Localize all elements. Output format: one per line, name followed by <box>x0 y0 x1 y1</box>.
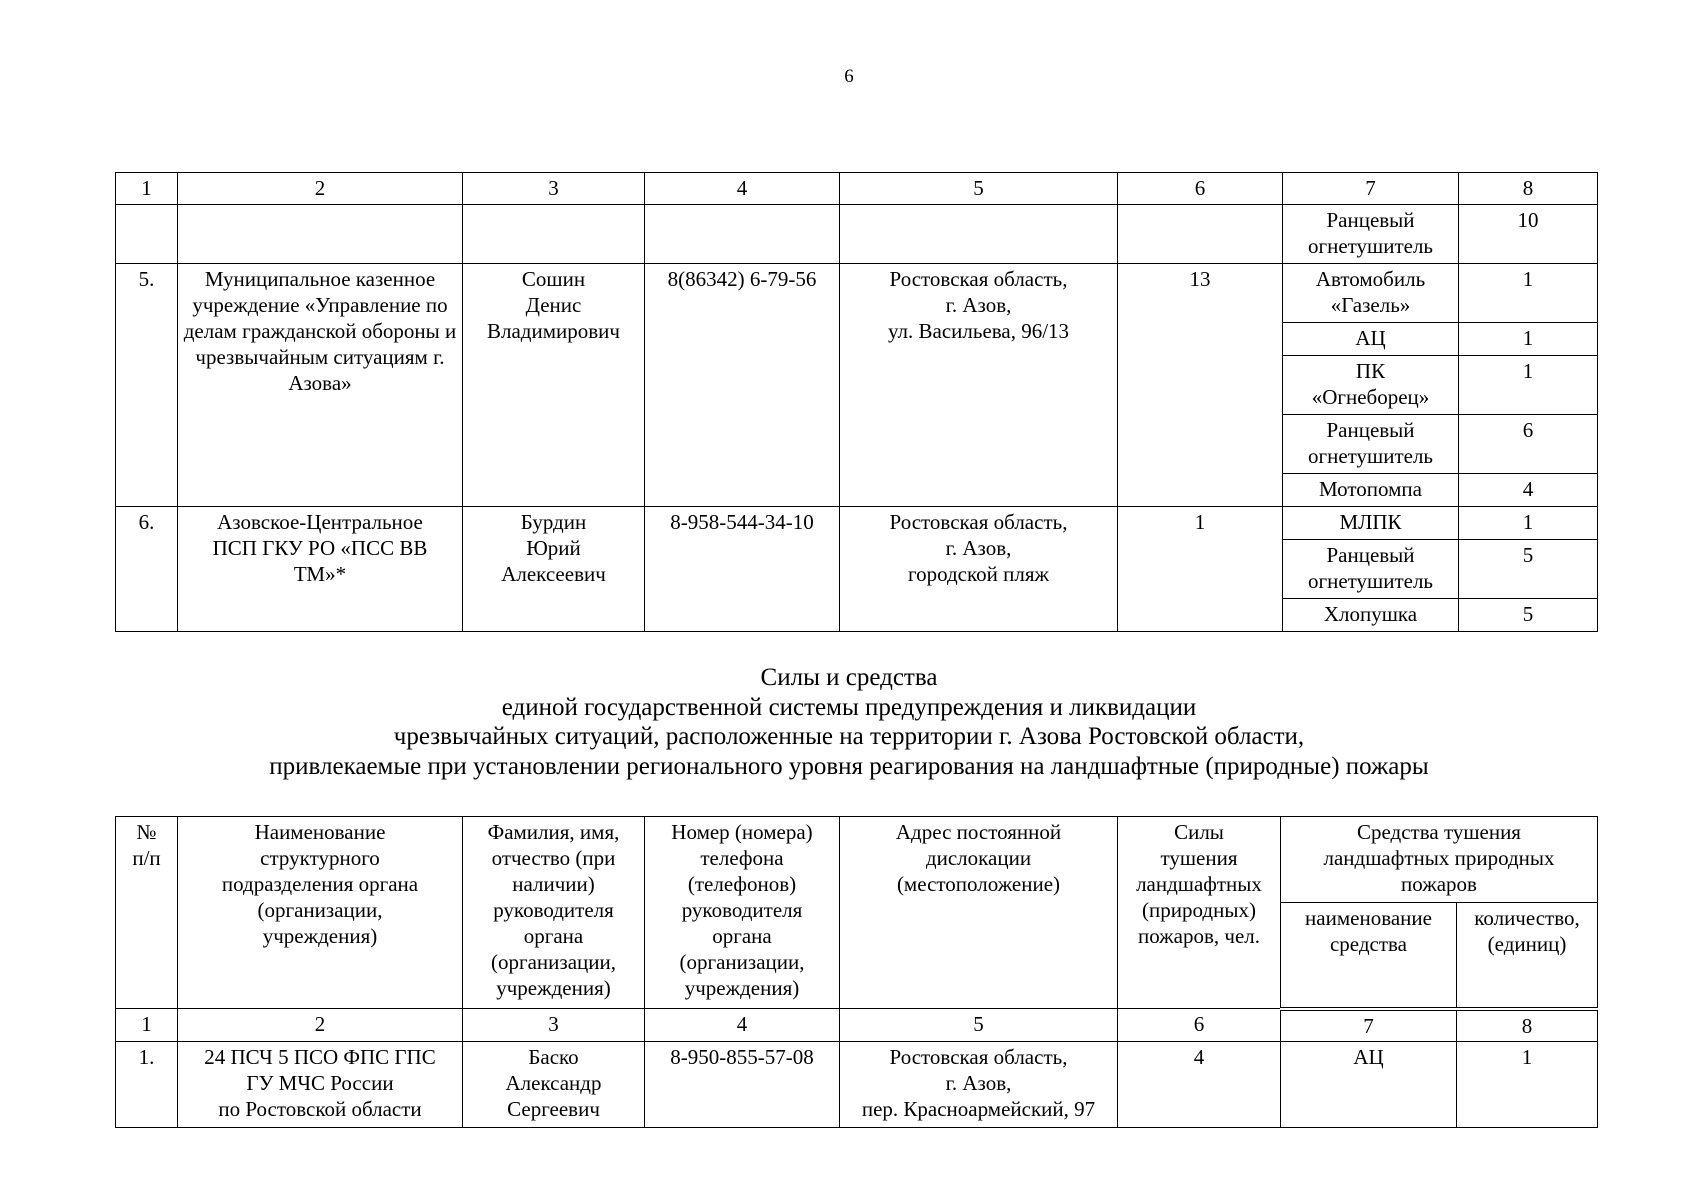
col-number: 2 <box>178 173 463 205</box>
phone: 8-958-544-34-10 <box>645 507 840 632</box>
org-name: 24 ПСЧ 5 ПСО ФПС ГПС ГУ МЧС России по Ростовской области <box>178 1041 463 1127</box>
address: Ростовская область, г. Азов, городской пляж <box>840 507 1118 632</box>
equipment-name: Ранцевый огнетушитель <box>1283 415 1459 474</box>
org-name: Азовское-Центральное ПСП ГКУ РО «ПСС ВВ ТМ»* <box>178 507 463 632</box>
equipment-name: Хлопушка <box>1283 599 1459 632</box>
col-number: 3 <box>463 173 645 205</box>
equipment-qty: 1 <box>1459 264 1598 323</box>
row-number: 5. <box>116 264 178 507</box>
org-name: Муниципальное казенное учреждение «Управление по делам гражданской обороны и чрезвычайным ситуациям г. Азова» <box>178 264 463 507</box>
address: Ростовская область, г. Азов, пер. Красноармейский, 97 <box>840 1041 1118 1127</box>
col-number: 1 <box>116 1009 178 1042</box>
equipment-name: ПК «Огнеборец» <box>1283 356 1459 415</box>
column-number-row <box>116 173 1598 205</box>
table-row <box>116 264 1598 323</box>
equipment-qty: 5 <box>1459 599 1598 632</box>
col-number: 6 <box>1118 1009 1281 1042</box>
table-header-row <box>116 817 1598 903</box>
regional-forces-table <box>115 816 1598 1128</box>
phone: 8-950-855-57-08 <box>645 1041 840 1127</box>
header-forces: Силы тушения ландшафтных (природных) пожаров, чел. <box>1118 817 1281 1009</box>
header-org: Наименование структурного подразделения органа (организации, учреждения) <box>178 817 463 1009</box>
equipment-qty: 1 <box>1459 507 1598 540</box>
equipment-name: Автомобиль «Газель» <box>1283 264 1459 323</box>
equipment-name: АЦ <box>1283 323 1459 356</box>
phone: 8(86342) 6-79-56 <box>645 264 840 507</box>
table-row <box>116 205 1598 264</box>
head-name: Сошин Денис Владимирович <box>463 264 645 507</box>
forces-table-continuation <box>115 172 1598 632</box>
heading-line: привлекаемые при установлении регионального уровня реагирования на ландшафтные (природные) пожары <box>269 752 1429 780</box>
heading-line: единой государственной системы предупреждения и ликвидации <box>501 693 1197 721</box>
table-row <box>116 507 1598 540</box>
col-number: 3 <box>463 1009 645 1042</box>
header-means-name: наименование средства <box>1281 903 1457 1009</box>
equipment-qty: 6 <box>1459 415 1598 474</box>
equipment-qty: 5 <box>1459 540 1598 599</box>
equipment-qty: 1 <box>1459 323 1598 356</box>
header-means: Средства тушения ландшафтных природных пожаров <box>1281 817 1598 903</box>
col-number: 5 <box>840 173 1118 205</box>
forces-count: 4 <box>1118 1041 1281 1127</box>
col-number: 6 <box>1118 173 1283 205</box>
equipment-qty: 4 <box>1459 474 1598 507</box>
col-number: 4 <box>645 173 840 205</box>
equipment-qty: 10 <box>1459 205 1598 264</box>
col-number: 2 <box>178 1009 463 1042</box>
col-number: 4 <box>645 1009 840 1042</box>
heading-line: чрезвычайных ситуаций, расположенные на территории г. Азова Ростовской области, <box>393 723 1305 750</box>
col-number: 8 <box>1457 1009 1598 1042</box>
header-head: Фамилия, имя, отчество (при наличии) руководителя органа (организации, учреждения) <box>463 817 645 1009</box>
equipment-name: Ранцевый огнетушитель <box>1283 205 1459 264</box>
row-number: 1. <box>116 1041 178 1127</box>
forces-count: 13 <box>1118 264 1283 507</box>
head-name: Баско Александр Сергеевич <box>463 1041 645 1127</box>
equipment-qty: 1 <box>1459 356 1598 415</box>
header-phone: Номер (номера) телефона (телефонов) руководителя органа (организации, учреждения) <box>645 817 840 1009</box>
col-number: 8 <box>1459 173 1598 205</box>
equipment-name: Мотопомпа <box>1283 474 1459 507</box>
address: Ростовская область, г. Азов, ул. Васильева, 96/13 <box>840 264 1118 507</box>
forces-count: 1 <box>1118 507 1283 632</box>
equipment-name: Ранцевый огнетушитель <box>1283 540 1459 599</box>
col-number: 7 <box>1283 173 1459 205</box>
section-heading <box>0 663 1698 781</box>
table-row <box>116 1041 1598 1127</box>
row-number: 6. <box>116 507 178 632</box>
equipment-name: АЦ <box>1281 1041 1457 1127</box>
page-number: 6 <box>844 66 854 87</box>
column-number-row <box>116 1009 1598 1042</box>
head-name: Бурдин Юрий Алексеевич <box>463 507 645 632</box>
col-number: 5 <box>840 1009 1118 1042</box>
col-number: 7 <box>1281 1009 1457 1042</box>
header-address: Адрес постоянной дислокации (местоположение) <box>840 817 1118 1009</box>
equipment-qty: 1 <box>1457 1041 1598 1127</box>
header-means-qty: количество, (единиц) <box>1457 903 1598 1009</box>
col-number: 1 <box>116 173 178 205</box>
heading-line: Силы и средства <box>760 664 938 691</box>
header-num: № п/п <box>116 817 178 1009</box>
equipment-name: МЛПК <box>1283 507 1459 540</box>
